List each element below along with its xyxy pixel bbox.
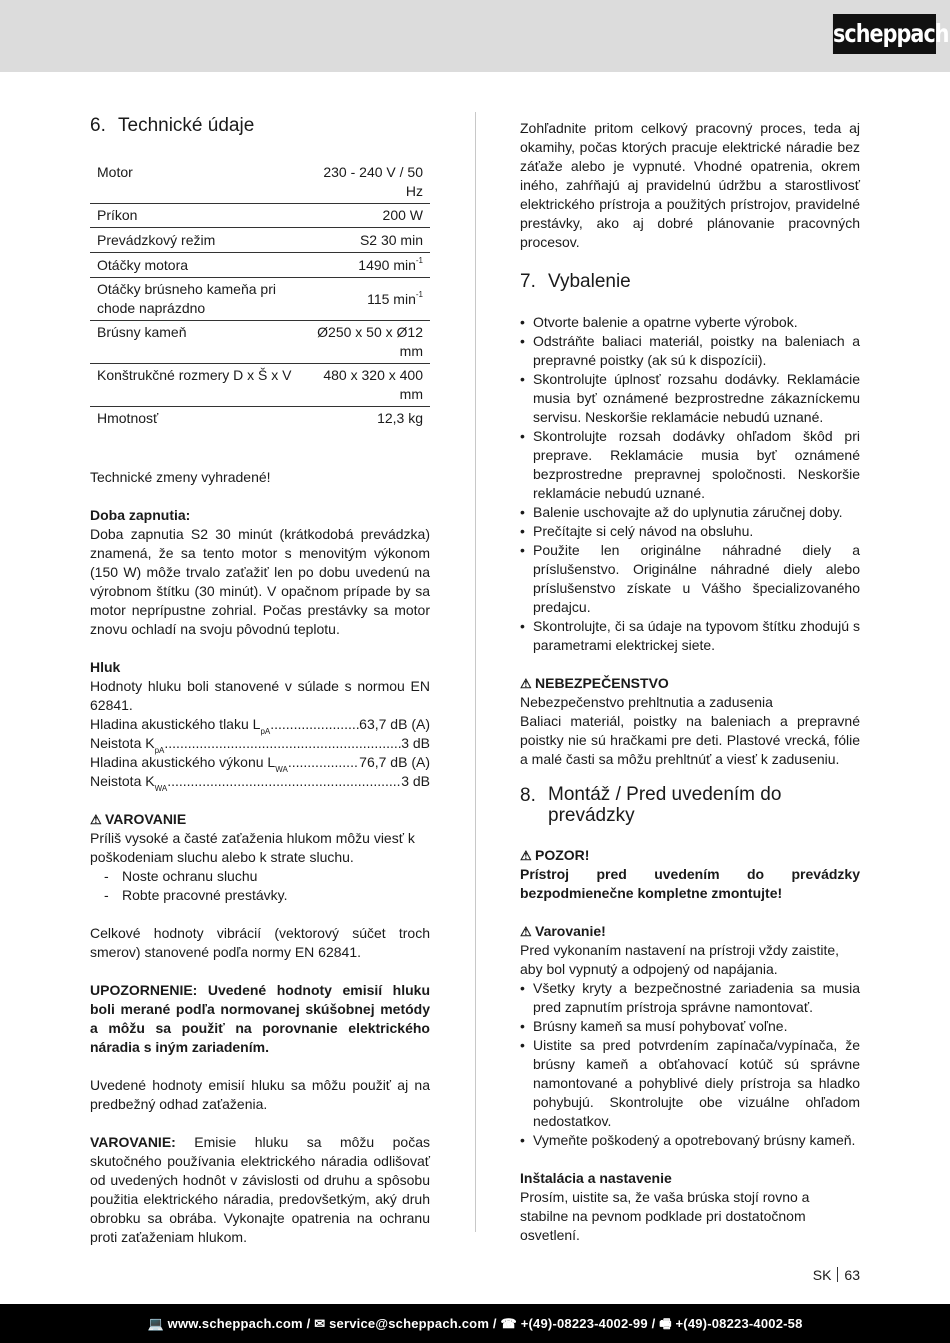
fax-icon: 🖷 (659, 1316, 672, 1331)
email-link[interactable]: service@scheppach.com (329, 1316, 490, 1331)
spec-value: Ø250 x 50 x Ø12 mm (310, 321, 430, 364)
warning-triangle-icon: ⚠ (520, 848, 532, 863)
estimate-text: Uvedené hodnoty emisií hluku sa môžu použiť aj na predbežný odhad zaťaženia. (90, 1077, 430, 1112)
warning-triangle-icon: ⚠ (520, 924, 532, 939)
spec-row (90, 321, 430, 364)
list-item: • Odstráňte baliaci materiál, poistky na baleniach a prepravné poistky (ak sú k dispozícii). (520, 333, 860, 368)
install-text: Prosím, uistite sa, že vaša brúska stojí rovno a stabilne na pevnom podklade pri dostatočnom osvetlení. (520, 1189, 810, 1243)
list-item: • Brúsny kameň sa musí pohybovať voľne. (520, 1018, 788, 1034)
website-link[interactable]: www.scheppach.com (167, 1316, 303, 1331)
warning-heading: ⚠ VAROVANIE (90, 811, 187, 827)
spec-label: Príkon (90, 204, 310, 228)
caution-text: Prístroj pred uvedením do prevádzky bezpodmienečne kompletne zmontujte! (520, 866, 860, 901)
danger-line: Nebezpečenstvo prehltnutia a zadusenia (520, 694, 773, 710)
section-6-title: Technické údaje (118, 115, 255, 136)
computer-icon: 💻 (147, 1316, 164, 1331)
brand-logo: scheppach (833, 14, 936, 54)
install-title: Inštalácia a nastavenie (520, 1170, 672, 1186)
list-item: • Balenie uschovajte až do uplynutia záručnej doby. (520, 504, 843, 520)
spec-value: 200 W (310, 204, 430, 228)
noise-title: Hluk (90, 659, 121, 675)
header-bar (0, 0, 950, 72)
contact-bar: 💻 www.scheppach.com / ✉ service@scheppach.com / ☎ +(49)-08223-4002-99 / 🖷 +(49)-08223-4002-58 (0, 1304, 950, 1343)
danger-text: Baliaci materiál, poistky na baleniach a prepravné poistky nie sú hračkami pre deti. Plastové vrecká, fólie a malé časti sa môžu prehltnúť a viesť k zaduseniu. (520, 713, 860, 767)
danger-heading: ⚠ NEBEZPEČENSTVO (520, 675, 669, 691)
left-column (90, 114, 430, 1247)
section-8-heading: 8. Montáž / Pred uvedením do prevádzky (520, 784, 860, 826)
section-7-heading: 7. Vybalenie (520, 271, 631, 292)
spec-label: Otáčky brúsneho kameňa pri chode naprázdno (90, 278, 310, 321)
spec-row (90, 228, 430, 253)
list-item: • Uistite sa pred potvrdením zapínača/vypínača, že brúsny kameň a obťahovací kotúč sú správne namontované a pohyblivé diely prístroja sa hladko pohybujú. Skontrolujte obe vizuálne ohľadom nedostatkov. (520, 1037, 860, 1129)
column-divider (475, 112, 476, 1232)
warn-heading: ⚠ Varovanie! (520, 923, 606, 939)
list-item: • Skontrolujte, či sa údaje na typovom štítku zhodujú s parametrami elektrickej siete. (520, 618, 860, 653)
list-item: • Všetky kryty a bezpečnostné zariadenia sa musia pred zapnutím prístroja správne namontovať. (520, 980, 860, 1015)
list-item: • Otvorte balenie a opatrne vyberte výrobok. (520, 314, 798, 330)
spec-label: Hmotnosť (97, 410, 159, 426)
mail-icon: ✉ (314, 1316, 326, 1331)
spec-value: 1490 $\min^{-1}$ (310, 253, 430, 278)
unpacking-list (520, 313, 860, 655)
list-item: • Skontrolujte rozsah dodávky ohľadom škôd pri preprave. Reklamácie musia byť oznámené bezprostredne prepravnej spoločnosti. Neskoršie reklamácie nebudú uznané. (520, 428, 860, 501)
spec-value: S2 30 min (310, 228, 430, 253)
warning-item: - Noste ochranu sluchu (104, 868, 258, 884)
warn-text: Pred vykonaním nastavení na prístroji vždy zaistite, aby bol vypnutý a odpojený od napájania. (520, 942, 840, 977)
spec-label: Konštrukčné rozmery D x Š x V (90, 364, 310, 407)
spec-row (90, 253, 430, 278)
spec-value: 12,3 kg (377, 410, 423, 426)
list-item: • Vymeňte poškodený a opotrebovaný brúsny kameň. (520, 1132, 856, 1148)
warning-item: - Robte pracovné prestávky. (104, 887, 288, 903)
page-number-value: 63 (844, 1267, 860, 1283)
section-7-title: Vybalenie (548, 271, 631, 292)
language-code: SK (812, 1267, 832, 1283)
duty-text: Doba zapnutia S2 30 minút (krátkodobá prevádzka) znamená, že sa tento motor s menovitým výkonom (150 W) môže trvalo zaťažiť len po dobu uvedenú na výrobnom štítku (30 minút). V opačnom prípade by sa motor neprípustne zohrial. Počas prestávky sa motor znovu ochladí na svoju pôvodnú teplotu. (90, 526, 430, 637)
list-item: • Prečítajte si celý návod na obsluhu. (520, 523, 754, 539)
duty-title: Doba zapnutia: (90, 507, 191, 523)
fax-number: +(49)-08223-4002-58 (675, 1316, 803, 1331)
assembly-list (520, 979, 860, 1150)
spec-row (90, 159, 430, 204)
spec-label: Otáčky motora (90, 253, 310, 278)
spec-label: Prevádzkový režim (90, 228, 310, 253)
spec-value: 115 $\min^{-1}$ (310, 278, 430, 321)
spec-row (90, 364, 430, 407)
intro-text: Zohľadnite pritom celkový pracovný proces, teda aj okamihy, počas ktorých pracuje elektrické náradie bez záťaže alebo je vypnuté. Vhodné opatrenia, okrem iného, zahŕňajú aj pravidelnú údržbu a starostlivosť elektrického prístroja a použitých prístrojov, pravidelné prestávky, ako aj dobré plánovanie pracovných procesov. (520, 120, 860, 250)
noise-row: Hladina akustického tlaku $L_{pA}$ ..... 63,7 dB (A) (90, 715, 430, 734)
right-column (520, 119, 860, 1245)
list-item: • Použite len originálne náhradné diely a príslušenstvo. Originálne náhradné diely alebo príslušenstvo získate u Vášho špecializovaného predajcu. (520, 542, 860, 615)
page-number (813, 1266, 860, 1285)
spec-label: Motor (90, 159, 310, 204)
tech-changes-note: Technické zmeny vyhradené! (90, 469, 271, 485)
spec-value: 230 - 240 V / 50 Hz (310, 159, 430, 204)
noise-row: Neistota $K_{pA}$ ..... 3 dB (90, 734, 430, 753)
warning2-paragraph: VAROVANIE: Emisie hluku sa môžu počas skutočného používania elektrického náradia odlišovať od uvedených hodnôt v závislosti od druhu a spôsobu použitia elektrického náradia, predovšetkým, aký druh obrobku sa obrába. Vykonajte opatrenia na ochranu proti zaťaženiam hlukom. (90, 1134, 430, 1245)
notice-text: UPOZORNENIE: Uvedené hodnoty emisií hluku boli merané podľa normovanej skúšobnej metódy a môžu sa použiť na porovnanie elektrického náradia s iným zariadením. (90, 982, 430, 1055)
vibration-text: Celkové hodnoty vibrácií (vektorový súčet troch smerov) stanovené podľa normy EN 62841. (90, 925, 430, 960)
noise-row: Hladina akustického výkonu $L_{WA}$ ..... 76,7 dB (A) (90, 753, 430, 772)
noise-values (90, 715, 430, 791)
spec-row (90, 278, 430, 321)
warning-text: Príliš vysoké a časté zaťaženia hlukom môžu viesť k poškodeniam sluchu alebo k strate sluchu. (90, 830, 415, 865)
noise-text: Hodnoty hluku boli stanovené v súlade s normou EN 62841. (90, 678, 430, 713)
warning-triangle-icon: ⚠ (520, 676, 532, 691)
warning-triangle-icon: ⚠ (90, 812, 102, 827)
section-6-heading: 6. Technické údaje (90, 115, 255, 136)
spec-value: 480 x 320 x 400 mm (310, 364, 430, 407)
spec-row (90, 407, 430, 431)
caution-heading: ⚠ POZOR! (520, 847, 590, 863)
noise-row: Neistota $K_{WA}$ ..... 3 dB (90, 772, 430, 791)
phone-number: +(49)-08223-4002-99 (520, 1316, 648, 1331)
section-8-title: Montáž / Pred uvedením do prevádzky (548, 784, 782, 826)
list-item: • Skontrolujte úplnosť rozsahu dodávky. Reklamácie musia byť oznámené bezprostredne zákazníckemu servisu. Neskoršie reklamácie nebudú uznané. (520, 371, 860, 425)
technical-data-table (90, 159, 430, 430)
spec-label: Brúsny kameň (90, 321, 310, 364)
phone-icon: ☎ (500, 1316, 517, 1331)
spec-row (90, 204, 430, 228)
